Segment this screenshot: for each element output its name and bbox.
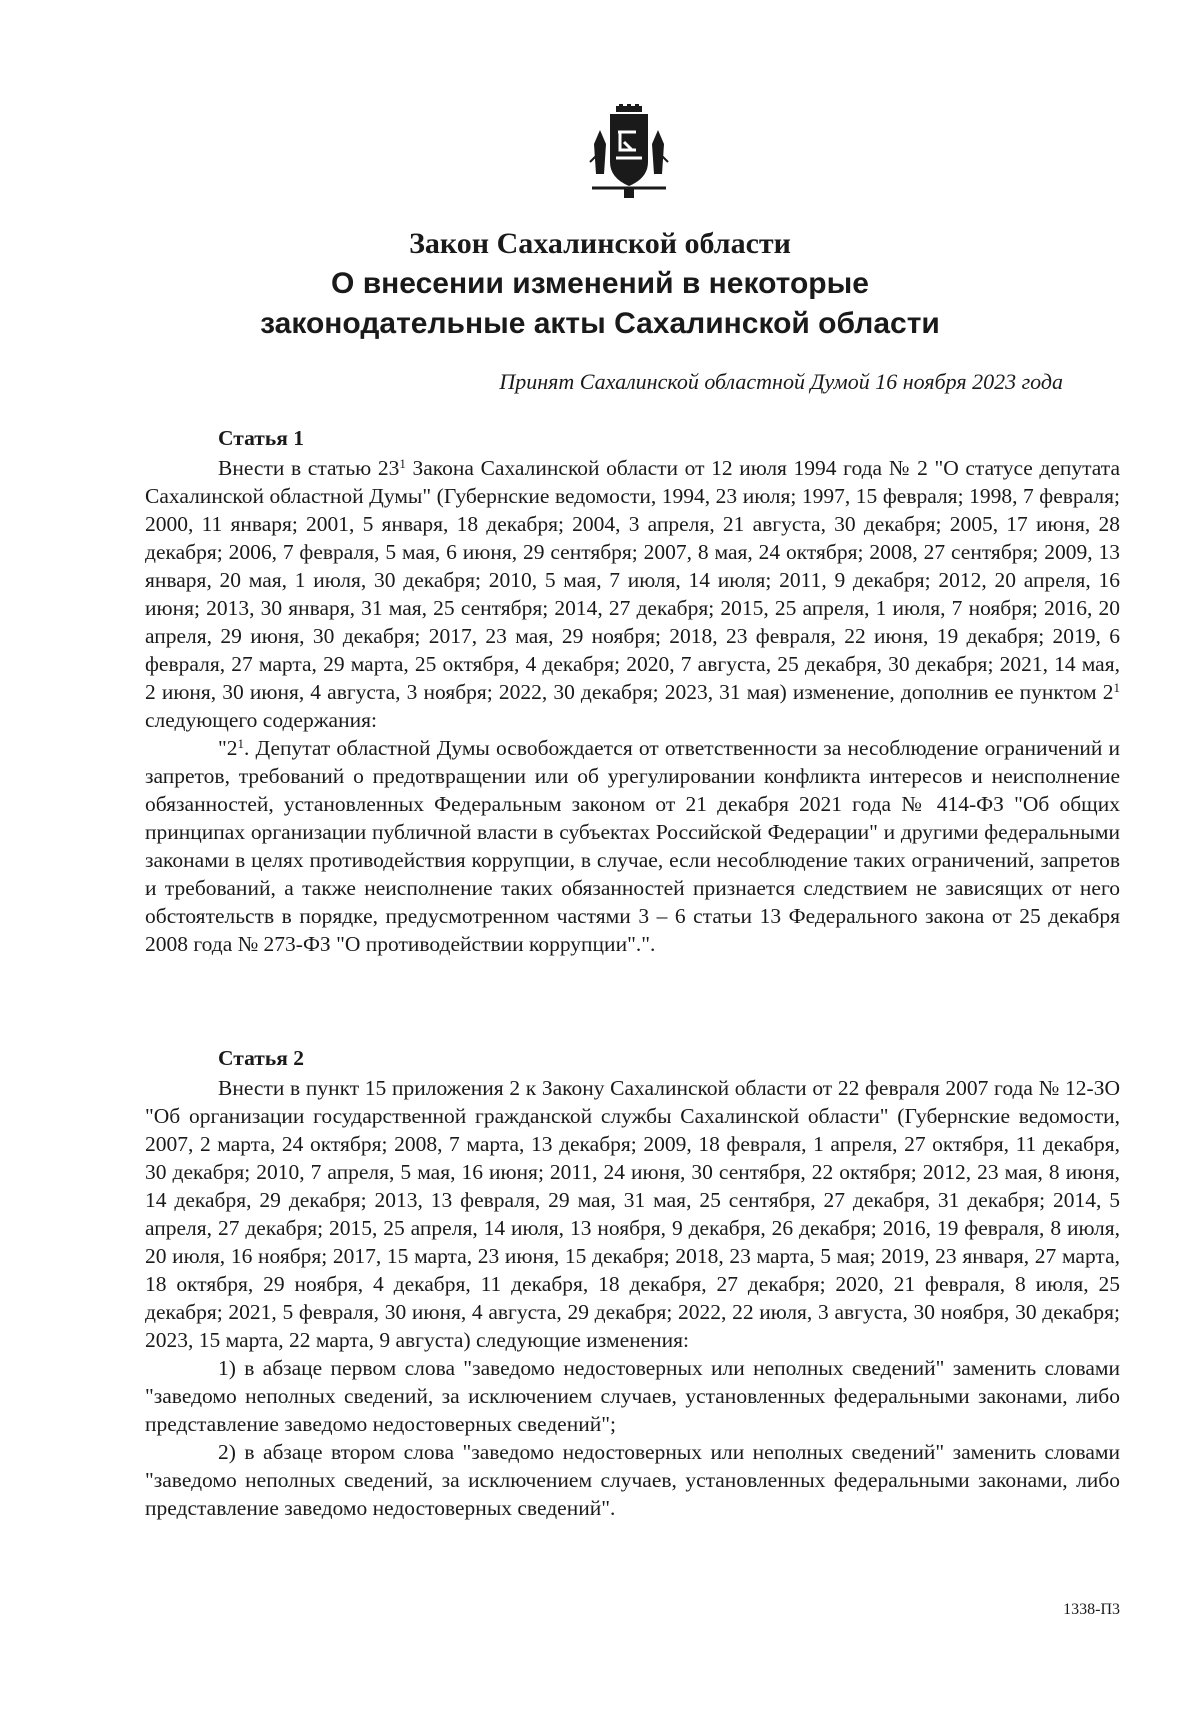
article-2-item-1: 1) в абзаце первом слова "заведомо недостоверных или неполных сведений" заменить словами "заведомо неполных сведений, за исключением случаев, установленных федеральными законами, либо представление заведомо недостоверных сведений"; xyxy=(145,1356,1120,1436)
article-1 xyxy=(145,424,1120,958)
article-2 xyxy=(145,1044,1120,1522)
article-1-heading: Статья 1 xyxy=(218,426,304,450)
article-2-paragraph-1: Внести в пункт 15 приложения 2 к Закону Сахалинской области от 22 февраля 2007 года № 12-ЗО "Об организации государственной гражданской службы Сахалинской области" (Губернские ведомости, 2007, 2 марта, 24 октября; 2008, 7 марта, 13 декабря; 2009, 18 февраля, 1 апреля, 27 октября, 11 декабря, 30 декабря; 2010, 7 апреля, 5 мая, 16 июня; 2011, 24 июня, 30 сентября, 22 октября; 2012, 23 мая, 8 июня, 14 декабря, 29 декабря; 2013, 13 февраля, 29 мая, 31 мая, 25 сентября, 27 декабря, 31 декабря; 2014, 5 апреля, 27 декабря; 2015, 25 апреля, 14 июля, 13 ноября, 9 декабря, 26 декабря; 2016, 19 февраля, 8 июля, 20 июля, 16 ноября; 2017, 15 марта, 23 июня, 15 декабря; 2018, 23 марта, 5 мая; 2019, 23 января, 27 марта, 18 октября, 29 ноября, 4 декабря, 11 декабря, 18 декабря, 27 декабря; 2020, 21 февраля, 8 июля, 25 декабря; 2021, 5 февраля, 30 июня, 4 августа, 29 декабря; 2022, 22 июля, 3 августа, 30 ноября, 30 декабря; 2023, 15 марта, 22 марта, 9 августа) следующие изменения: xyxy=(145,1076,1120,1352)
coat-of-arms-icon xyxy=(586,104,672,200)
article-2-heading: Статья 2 xyxy=(218,1046,304,1070)
document-number: 1338-П3 xyxy=(1063,1601,1120,1618)
title-lines-2-3 xyxy=(0,264,1200,344)
article-2-item-2: 2) в абзаце втором слова "заведомо недостоверных или неполных сведений" заменить словами "заведомо неполных сведений, за исключением случаев, установленных федеральными законами, либо представление заведомо недостоверных сведений". xyxy=(145,1440,1120,1520)
title-line-2: О внесении изменений в некоторые xyxy=(331,267,869,300)
title-line-1: Закон Сахалинской области xyxy=(409,227,791,260)
title-line-3: законодательные акты Сахалинской области xyxy=(260,307,940,340)
article-1-paragraph-2: "$2^1$. Депутат областной Думы освобождается от ответственности за несоблюдение ограничений и запретов, требований о предотвращении или об урегулировании конфликта интересов и неисполнение обязанностей, установленных Федеральным законом от 21 декабря 2021 года № 414-ФЗ "Об общих принципах организации публичной власти в субъектах Российской Федерации" и другими федеральными законами в целях противодействия коррупции, в случае, если несоблюдение таких ограничений, запретов и требований, а также неисполнение таких обязанностей признается следствием не зависящих от него обстоятельств в порядке, предусмотренном частями 3 – 6 статьи 13 Федерального закона от 25 декабря 2008 года № 273-ФЗ "О противодействии коррупции".". xyxy=(145,736,1120,956)
adoption-note: Принят Сахалинской областной Думой 16 ноября 2023 года xyxy=(499,369,1063,394)
article-1-paragraph-1: Внести в статью $23^1$ Закона Сахалинской области от 12 июля 1994 года № 2 "О статусе депутата Сахалинской областной Думы" (Губернские ведомости, 1994, 23 июля; 1997, 15 февраля; 1998, 7 февраля; 2000, 11 января; 2001, 5 января, 18 декабря; 2004, 3 апреля, 21 августа, 30 декабря; 2005, 17 июня, 28 декабря; 2006, 7 февраля, 5 мая, 6 июня, 29 сентября; 2007, 8 мая, 24 октября; 2008, 27 сентября; 2009, 13 января, 20 мая, 1 июля, 30 декабря; 2010, 5 мая, 7 июля, 14 июля; 2011, 9 декабря; 2012, 20 апреля, 16 июня; 2013, 30 января, 31 мая, 25 сентября; 2014, 27 декабря; 2015, 25 апреля, 1 июля, 7 ноября; 2016, 20 апреля, 29 июня, 30 декабря; 2017, 23 мая, 29 ноября; 2018, 23 февраля, 22 июня, 19 декабря; 2019, 6 февраля, 27 марта, 29 марта, 25 октября, 4 декабря; 2020, 7 августа, 25 декабря, 30 декабря; 2021, 14 мая, 2 июня, 30 июня, 4 августа, 3 ноября; 2022, 30 декабря; 2023, 31 мая) изменение, дополнив ее пунктом $2^1$ следующего содержания: xyxy=(145,456,1120,732)
